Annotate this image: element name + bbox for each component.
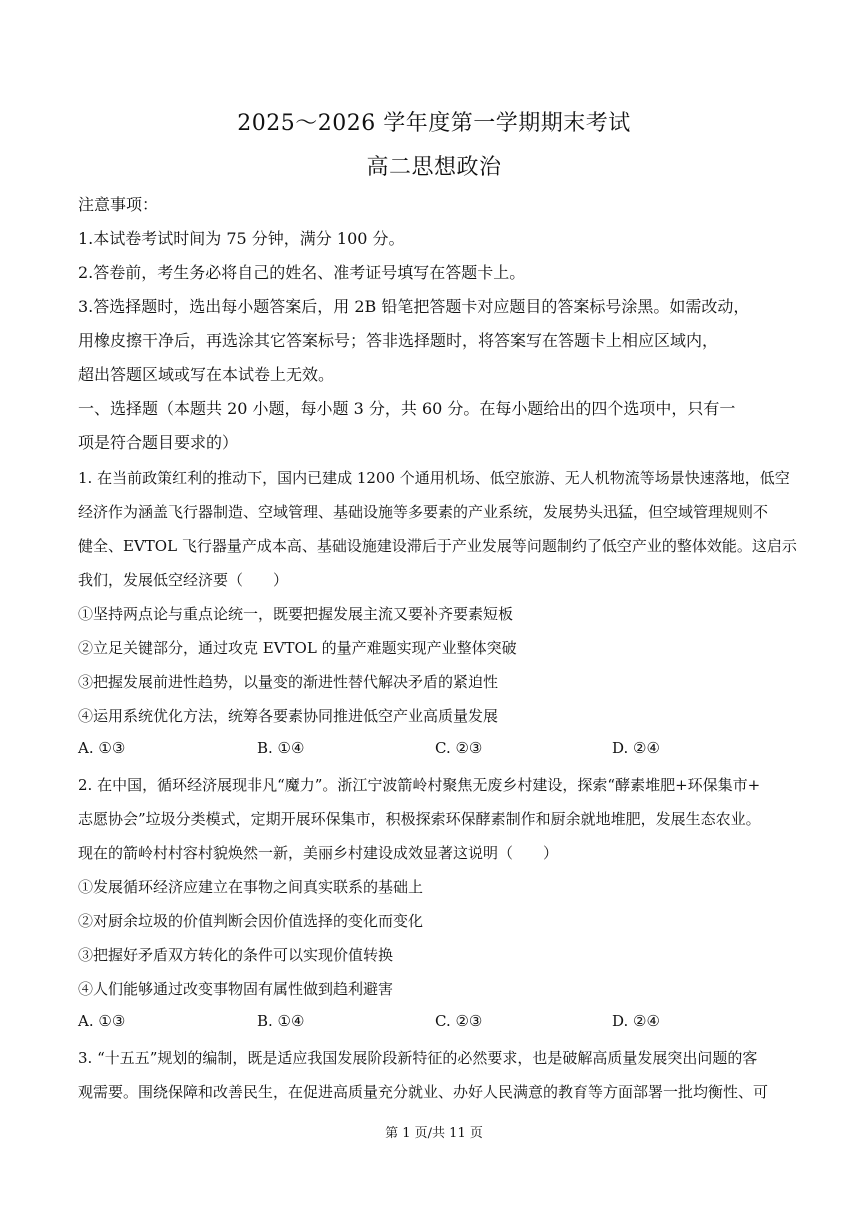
question-2-stem: 现在的箭岭村村容村貌焕然一新，美丽乡村建设成效显著这说明（ ） (78, 844, 559, 862)
option-a: A. ①③ (78, 739, 126, 757)
question-1-statement: ③把握发展前进性趋势，以量变的渐进性替代解决矛盾的紧迫性 (78, 673, 499, 691)
question-1-statement: ④运用系统优化方法，统筹各要素协同推进低空产业高质量发展 (78, 707, 499, 725)
option-c: C. ②③ (435, 1012, 483, 1030)
question-2-statement: ②对厨余垃圾的价值判断会因价值选择的变化而变化 (78, 912, 424, 930)
question-1-stem: 1. 在当前政策红利的推动下，国内已建成 1200 个通用机场、低空旅游、无人机物流等场景快速落地，低空 (78, 469, 790, 487)
question-2-statement: ③把握好矛盾双方转化的条件可以实现价值转换 (78, 946, 394, 964)
question-2-stem: 志愿协会”垃圾分类模式，定期开展环保集市，积极探索环保酵素制作和厨余就地堆肥，发展生态农业。 (78, 810, 761, 828)
question-1-stem: 经济作为涵盖飞行器制造、空域管理、基础设施等多要素的产业系统，发展势头迅猛，但空域管理规则不 (78, 503, 769, 521)
question-3-stem: 3. “十五五”规划的编制，既是适应我国发展阶段新特征的必然要求，也是破解高质量发展突出问题的客 (78, 1049, 758, 1067)
exam-title: 2025～2026 学年度第一学期期末考试 (237, 111, 631, 136)
option-c: C. ②③ (435, 739, 483, 757)
question-1-stem: 健全、EVTOL 飞行器量产成本高、基础设施建设滞后于产业发展等问题制约了低空产业的整体效能。这启示 (78, 537, 797, 555)
question-3-stem: 观需要。围绕保障和改善民生，在促进高质量充分就业、办好人民满意的教育等方面部署一批均衡性、可 (78, 1083, 769, 1101)
note-line: 1.本试卷考试时间为 75 分钟，满分 100 分。 (78, 229, 405, 248)
option-d: D. ②④ (612, 739, 660, 757)
question-2-options (78, 1012, 798, 1034)
section-heading: 一、选择题（本题共 20 小题，每小题 3 分，共 60 分。在每小题给出的四个选项中，只有一 (78, 399, 736, 418)
question-1-statement: ①坚持两点论与重点论统一，既要把握发展主流又要补齐要素短板 (78, 605, 514, 623)
question-2-stem: 2. 在中国，循环经济展现非凡“魔力”。浙江宁波箭岭村聚焦无废乡村建设，探索“酵素堆肥+环保集市+ (78, 776, 761, 794)
note-line: 用橡皮擦干净后，再选涂其它答案标号；答非选择题时，将答案写在答题卡上相应区域内， (78, 331, 719, 350)
option-b: B. ①④ (257, 1012, 305, 1030)
notes-heading: 注意事项： (78, 195, 159, 214)
note-line: 3.答选择题时，选出每小题答案后，用 2B 铅笔把答题卡对应题目的答案标号涂黑。如需改动， (78, 297, 750, 316)
page-number: 第 1 页/共 11 页 (385, 1126, 483, 1141)
option-b: B. ①④ (257, 739, 305, 757)
option-a: A. ①③ (78, 1012, 126, 1030)
question-1-statement: ②立足关键部分，通过攻克 EVTOL 的量产难题实现产业整体突破 (78, 639, 517, 657)
question-1-stem: 我们，发展低空经济要（ ） (78, 571, 289, 589)
note-line: 超出答题区域或写在本试卷上无效。 (78, 365, 335, 384)
section-heading: 项是符合题目要求的） (78, 433, 239, 452)
question-2-statement: ④人们能够通过改变事物固有属性做到趋利避害 (78, 980, 394, 998)
subject-title: 高二思想政治 (366, 155, 502, 180)
question-1-options (78, 739, 798, 761)
note-line: 2.答卷前，考生务必将自己的姓名、准考证号填写在答题卡上。 (78, 263, 526, 282)
option-d: D. ②④ (612, 1012, 660, 1030)
question-2-statement: ①发展循环经济应建立在事物之间真实联系的基础上 (78, 878, 424, 896)
